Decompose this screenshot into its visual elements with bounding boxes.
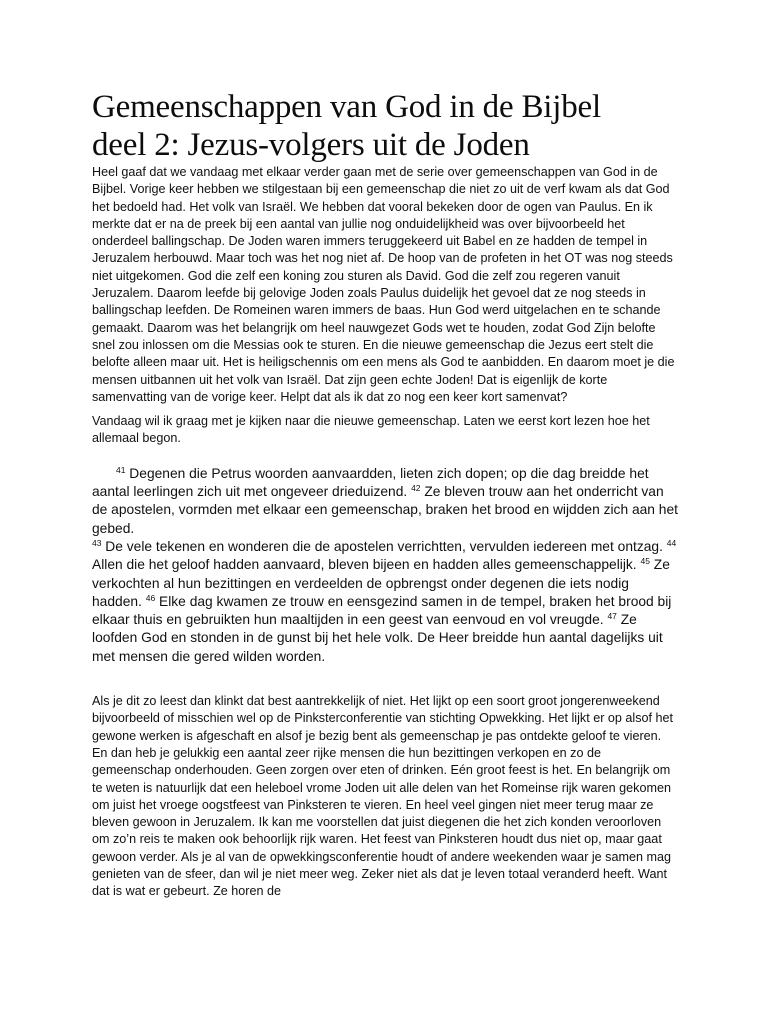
reading-intro-paragraph: Vandaag wil ik graag met je kijken naar die nieuwe gemeenschap. Laten we eerst kort lezen hoe het allemaal begon. — [92, 414, 650, 446]
intro-paragraph: Heel gaaf dat we vandaag met elkaar verder gaan met de serie over gemeenschappen van God in de Bijbel. Vorige keer hebben we stilgestaan bij een gemeenschap die niet zo uit de verf kwam als dat God het bedoeld had. Het volk van Israël. We hebben dat vooral bekeken door de ogen van Paulus. En ik merkte dat er na de preek bij een aantal van jullie nog onduidelijkheid was over bijvoorbeeld het onderdeel ballingschap. De Joden waren immers teruggekeerd uit Babel en ze hadden de tempel in Jeruzalem herbouwd. Maar toch was het nog niet af. De hoop van de profeten in het OT was nog steeds niet uitgekomen. God die zelf een koning zou sturen als David. God die zelf zou regeren vanuit Jeruzalem. Daarom leefde bij gelovige Joden zoals Paulus duidelijk het gevoel dat ze nog steeds in ballingschap leefden. De Romeinen waren immers de baas. Hun God werd uitgelachen en te schande gemaakt. Daarom was het belangrijk om heel nauwgezet Gods wet te houden, zodat God Zijn belofte snel zou inlossen om die Messias ook te sturen. En die nieuwe gemeenschap die Jezus eert stelt die belofte alleen maar uit. Het is heiligschennis om een mens als God te aanbidden. En daarom moet je die mensen uitbannen uit het volk van Israël. Dat zijn geen echte Joden! Dat is eigenlijk de korte samenvatting van de vorige keer. Helpt dat als ik dat zo nog een keer kort samenvat? — [92, 165, 675, 404]
title-line-1: Gemeenschappen van God in de Bijbel — [92, 89, 601, 125]
verse-number: 45 — [640, 556, 650, 567]
bible-passage — [92, 465, 678, 666]
verse-paragraph-2 — [92, 538, 678, 666]
title-line-2: deel 2: Jezus-volgers uit de Joden — [92, 127, 530, 163]
verse-text: Ze verkochten al hun bezittingen en verdeelden de opbrengst onder degenen die iets nodig hadden. — [92, 557, 670, 609]
verse-text: Degenen die Petrus woorden aanvaardden, lieten zich dopen; op die dag breidde het aantal leerlingen zich uit met ongeveer drieduizend. — [92, 465, 649, 500]
document-page — [92, 88, 678, 901]
verse-text: Allen die het geloof hadden aanvaard, bleven bijeen en hadden alles gemeenschappelijk. — [92, 557, 641, 573]
reflection-paragraph: Als je dit zo leest dan klinkt dat best aantrekkelijk of niet. Het lijkt op een soort groot jongerenweekend bijvoorbeeld of misschien wel op de Pinksterconferentie van stichting Opwekking. Het lijkt er op alsof het gewone werken is afgeschaft en alsof je bezig bent als gemeenschap je pas ontdekte geloof te vieren. En dan heb je gelukkig een aantal zeer rijke mensen die hun bezittingen verkopen en zo de gemeenschap onderhouden. Geen zorgen over eten of drinken. Eén groot feest is het. En belangrijk om te weten is natuurlijk dat een heleboel vrome Joden uit alle delen van het Romeinse rijk waren gekomen om juist het vroege oogstfeest van Pinksteren te vieren. En heel veel gingen niet meer terug maar ze bleven gewoon in Jeruzalem. Ik kan me voorstellen dat juist diegenen die het zich konden veroorloven om zo’n reis te maken ook behoorlijk rijk waren. Het feest van Pinksteren houdt dus niet op, maar gaat gewoon verder. Als je al van de opwekkingsconferentie houdt of andere weekenden waar je samen mag genieten van de sfeer, dan wil je niet meer weg. Zeker niet als dat je leven totaal veranderd heeft. Want dat is wat er gebeurt. Ze horen de — [92, 694, 674, 899]
verse-number: 46 — [145, 592, 156, 603]
verse-number: 41 — [116, 464, 126, 475]
verse-text: Ze bleven trouw aan het onderricht van de apostelen, vormden met elkaar een gemeenschap, braken het brood en wijdden zich aan het gebed. — [92, 484, 678, 536]
verse-number: 43 — [92, 537, 102, 548]
document-title — [92, 88, 678, 164]
verse-text: De vele tekenen en wonderen die de apostelen verrichtten, vervulden iedereen met ontzag. — [101, 538, 667, 554]
verse-text: Ze loofden God en stonden in de gunst bij het hele volk. De Heer breidde hun aantal dagelijks uit met mensen die gered wilden worden. — [92, 612, 663, 664]
verse-number: 42 — [411, 483, 421, 494]
verse-number: 44 — [666, 537, 677, 548]
verse-number: 47 — [607, 611, 617, 622]
verse-paragraph-1 — [92, 465, 678, 538]
verse-text: Elke dag kwamen ze trouw en eensgezind samen in de tempel, braken het brood bij elkaar thuis en gebruikten hun maaltijden in een geest van eenvoud en vol vreugde. — [92, 593, 672, 628]
